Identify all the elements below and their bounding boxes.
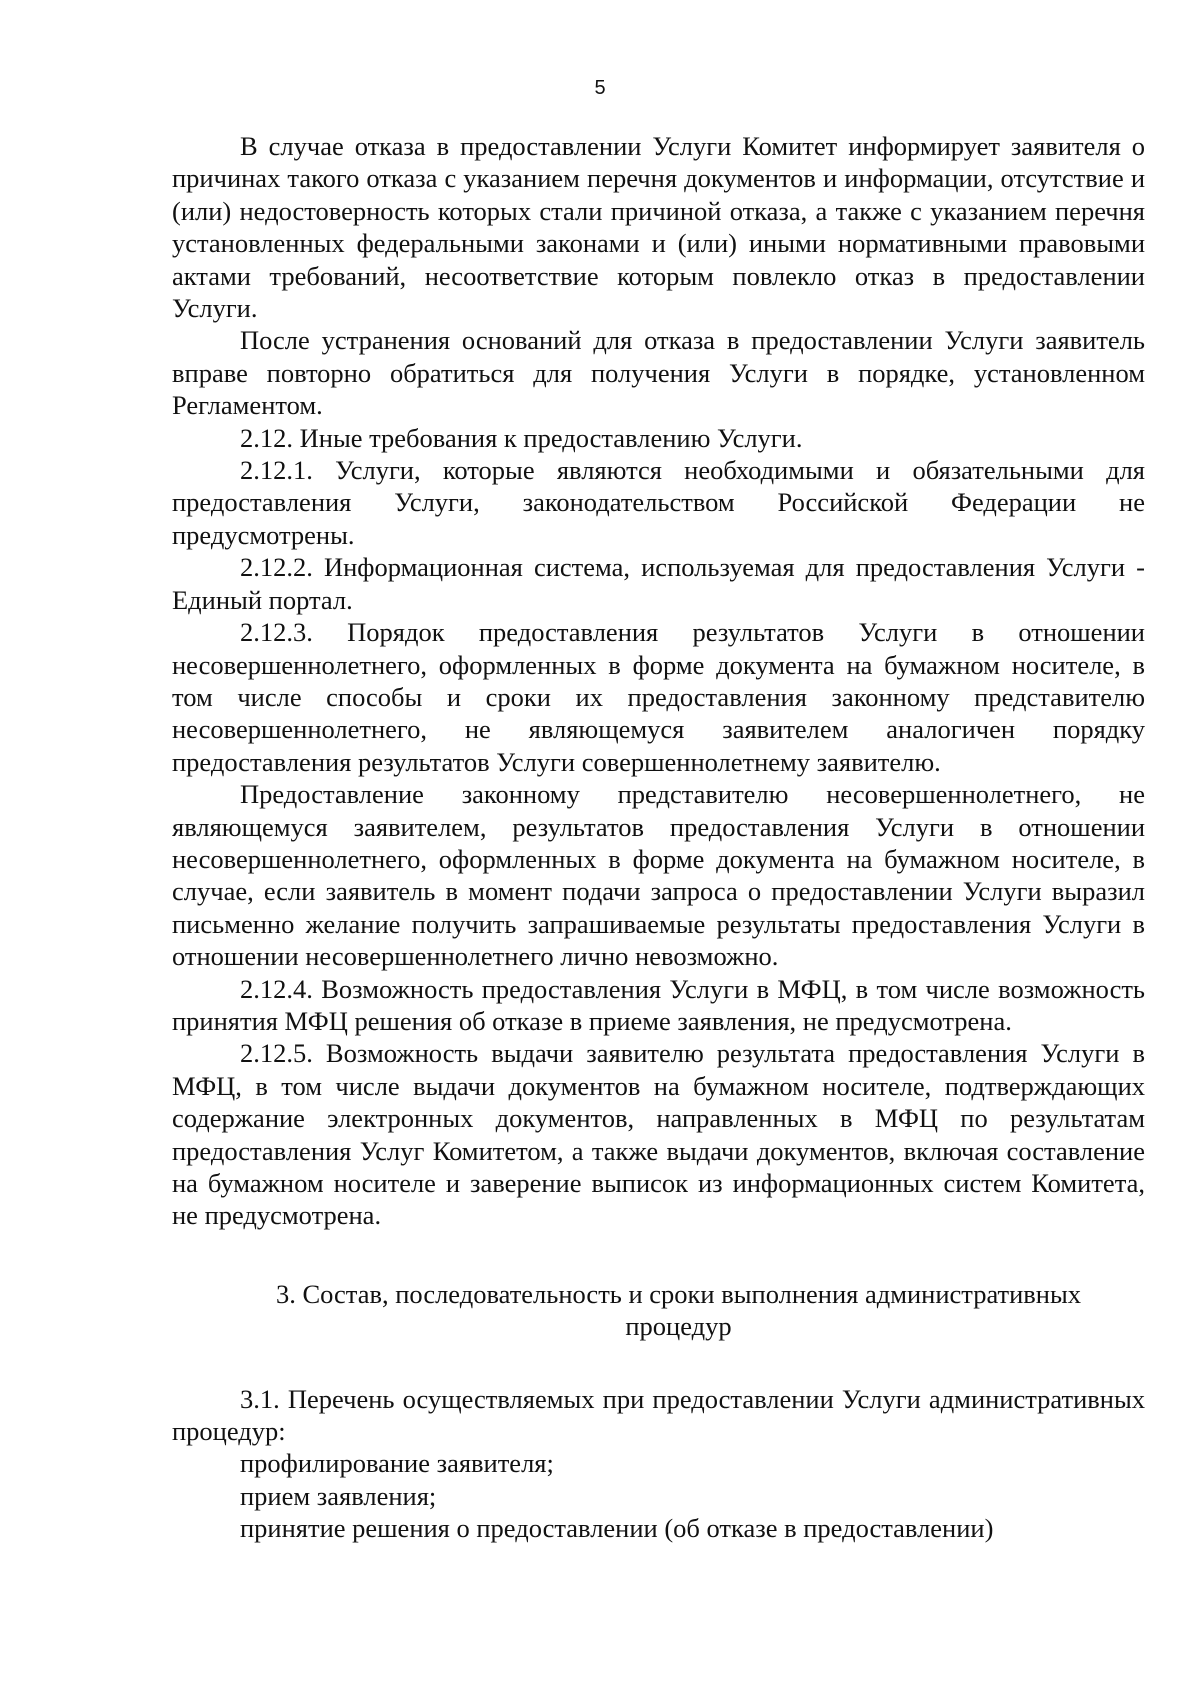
paragraph-2-12-5: 2.12.5. Возможность выдачи заявителю результата предоставления Услуги в МФЦ, в том числе выдачи документов на бумажном носителе, подтверждающих содержание электронных документов, направленных в МФЦ по результатам предоставления Услуг Комитетом, а также выдачи документов, включая составление на бумажном носителе и заверение выписок из информационных систем Комитета, не предусмотрена.: [172, 1038, 1145, 1231]
document-body: [172, 130, 1145, 1545]
paragraph-reapply: После устранения оснований для отказа в предоставлении Услуги заявитель вправе повторно обратиться для получения Услуги в порядке, установленном Регламентом.: [172, 325, 1145, 421]
paragraph-3-1: 3.1. Перечень осуществляемых при предоставлении Услуги административных процедур:: [172, 1383, 1145, 1447]
section-heading: 3. Состав, последовательность и сроки выполнения административных процедур: [275, 1278, 1082, 1342]
paragraph-2-12-2: 2.12.2. Информационная система, используемая для предоставления Услуги - Единый портал.: [172, 552, 1145, 615]
paragraph-refusal-info: В случае отказа в предоставлении Услуги Комитет информирует заявителя о причинах такого отказа с указанием перечня документов и информации, отсутствие и (или) недостоверность которых стали причиной отказа, а также с указанием перечня установленных федеральными законами и (или) иными нормативными правовыми актами требований, несоответствие которым повлекло отказ в предоставлении Услуги.: [172, 131, 1145, 324]
paragraph-2-12: 2.12. Иные требования к предоставлению Услуги.: [240, 422, 803, 453]
list-item: прием заявления;: [240, 1480, 437, 1511]
paragraph-minor-representative: Предоставление законному представителю несовершеннолетнего, не являющемуся заявителем, результатов предоставления Услуги в отношении несовершеннолетнего, оформленных в форме документа на бумажном носителе, в случае, если заявитель в момент подачи запроса о предоставлении Услуги выразил письменно желание получить запрашиваемые результаты предоставления Услуги в отношении несовершеннолетнего лично невозможно.: [172, 779, 1145, 972]
page-number: 5: [594, 77, 606, 99]
list-item: профилирование заявителя;: [240, 1448, 554, 1479]
paragraph-2-12-3: 2.12.3. Порядок предоставления результатов Услуги в отношении несовершеннолетнего, оформленных в форме документа на бумажном носителе, в том числе способы и сроки их предоставления законному представителю несовершеннолетнего, не являющемуся заявителем аналогичен порядку предоставления результатов Услуги совершеннолетнему заявителю.: [172, 617, 1145, 777]
list-item: принятие решения о предоставлении (об отказе в предоставлении): [240, 1513, 994, 1544]
paragraph-2-12-4: 2.12.4. Возможность предоставления Услуги в МФЦ, в том числе возможность принятия МФЦ решения об отказе в приеме заявления, не предусмотрена.: [172, 973, 1145, 1036]
paragraph-2-12-1: 2.12.1. Услуги, которые являются необходимыми и обязательными для предоставления Услуги, законодательством Российской Федерации не предусмотрены.: [172, 455, 1145, 550]
